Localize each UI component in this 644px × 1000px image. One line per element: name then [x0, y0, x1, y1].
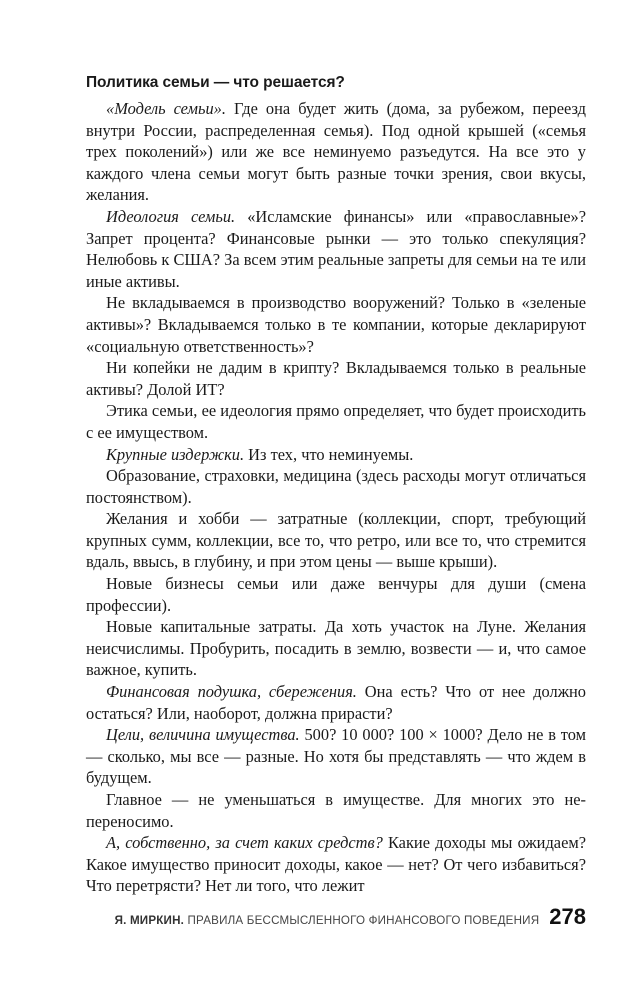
running-title [115, 914, 540, 927]
paragraph-lead: Крупные издержки. [106, 444, 245, 464]
paragraph-text: Какие доходы мы ожидаем? Какое имущество приносит доходы, какое — нет? От чего избавиться? Что перетрясти? Нет ли того, что лежит [86, 833, 586, 896]
paragraph-text: Новые бизнесы семьи или даже венчуры для души (смена профессии). [86, 574, 586, 615]
body-text [86, 98, 586, 897]
paragraph-text: Главное — не уменьшаться в имуществе. Для многих это непереносимо. [86, 790, 586, 831]
paragraph [86, 357, 586, 400]
paragraph [86, 681, 586, 724]
paragraph-text: 500? 10 000? 100 × 1000? Дело не в том — сколько, мы все — разные. Но хотя бы представлять — что ждем в будущем. [86, 725, 586, 788]
paragraph [86, 508, 586, 573]
paragraph-lead: А, собственно, за счет каких средств? [106, 833, 383, 853]
paragraph-text: Из тех, что неминуемы. [244, 444, 414, 464]
section-heading: Политика семьи — что решается? [86, 74, 345, 91]
paragraph-text: «Исламские финансы» или «православные»? Запрет процента? Финансовые рынки — это только спекуляция? Нелюбовь к США? За всем этим реальные запреты для семьи на те или иные активы. [86, 206, 586, 291]
paragraph-lead: Финансовая подушка, сбережения. [106, 682, 357, 702]
paragraph [86, 832, 586, 897]
page-content [86, 72, 586, 897]
paragraph [86, 98, 586, 206]
paragraph [86, 465, 586, 508]
paragraph [86, 400, 586, 443]
paragraph-text: Она есть? Что от нее должно остаться? Или, наоборот, должна прирасти? [86, 682, 586, 723]
paragraph [86, 444, 586, 466]
page-number: 278 [549, 904, 586, 929]
footer-book-title: ПРАВИЛА БЕССМЫСЛЕННОГО ФИНАНСОВОГО ПОВЕДЕНИЯ [184, 914, 540, 927]
footer-author: Я. МИРКИН. [114, 914, 185, 927]
paragraph [86, 616, 586, 681]
paragraph [86, 724, 586, 789]
paragraph-text: Ни копейки не дадим в крипту? Вкладываемся только в реальные активы? Долой ИТ? [86, 358, 586, 399]
paragraph-lead: «Модель семьи». [106, 99, 226, 118]
paragraph [86, 292, 586, 357]
paragraph-text: Этика семьи, ее идеология прямо определяет, что будет происходить с ее имуществом. [86, 401, 586, 442]
paragraph-text: Желания и хобби — затратные (коллекции, спорт, требующий крупных сумм, коллекции, все то, что ретро, или все то, что стремится вдаль, ввысь, в глубину, и при этом цены — выше крыши). [86, 509, 586, 572]
paragraph [86, 573, 586, 616]
running-footer [86, 904, 586, 934]
paragraph-text: Образование, страховки, медицина (здесь расходы могут отличаться постоянством). [86, 466, 586, 507]
paragraph-text: Где она будет жить (дома, за рубежом, переезд внутри России, распределенная семья). Под одной крышей («семья трех поколений») или же все неминуемо разъедутся. На все это у каждого члена семьи могут быть разные точки зрения, свои вкусы, желания. [86, 99, 587, 205]
paragraph [86, 206, 586, 292]
paragraph-lead: Идеология семьи. [106, 206, 236, 226]
paragraph-text: Не вкладываемся в производство вооружений? Только в «зеленые активы»? Вкладываемся только в те компании, которые декларируют «социальную ответственность»? [86, 293, 586, 356]
paragraph-lead: Цели, величина имущества. [106, 725, 300, 745]
paragraph-text: Новые капитальные затраты. Да хоть участок на Луне. Желания неисчислимы. Пробурить, посадить в землю, возвести — и, что самое важное, купить. [86, 617, 586, 680]
paragraph [86, 789, 586, 832]
